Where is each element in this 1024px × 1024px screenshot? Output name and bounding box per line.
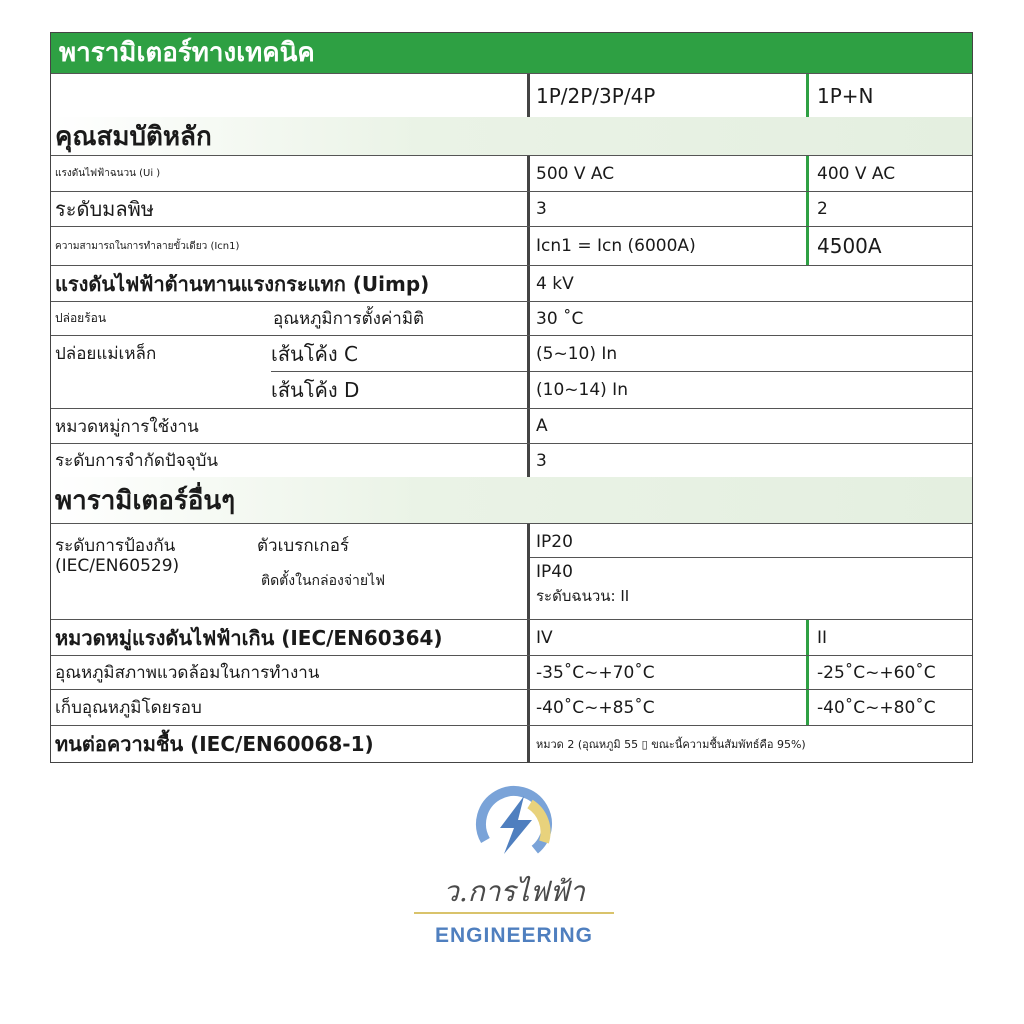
row-label-standard: (IEC/EN60529) xyxy=(55,556,180,576)
row-label: ระดับมลพิษ xyxy=(55,197,154,221)
header-col-2: 1P/2P/3P/4P xyxy=(527,74,655,117)
row-label: แรงดันไฟฟ้าฉนวน (Ui ) xyxy=(55,168,161,179)
brand-tagline: ENGINEERING xyxy=(434,924,594,947)
row-magnetic-curve-d xyxy=(51,371,972,408)
row-value-col2: -35˚C~+70˚C xyxy=(527,656,655,689)
row-value-col2: Icn1 = Icn (6000A) xyxy=(527,227,696,265)
row-value-col3: 2 xyxy=(806,192,828,226)
row-value-col2: หมวด 2 (อุณหภูมิ 55 ▯ ขณะนี้ความชื้นสัมพัทธ์คือ 95%) xyxy=(527,726,972,762)
row-label: อุณหภูมิสภาพแวดล้อมในการทำงาน xyxy=(55,663,320,683)
row-label: ทนต่อความชื้น (IEC/EN60068-1) xyxy=(55,732,374,756)
row-current-limiting xyxy=(51,443,972,477)
brand-divider xyxy=(414,912,614,914)
header-col-3: 1P+N xyxy=(806,74,874,117)
row-label: ปล่อยร้อน xyxy=(55,311,107,325)
row-value-col3: 4500A xyxy=(806,227,882,265)
row-label: หมวดหมู่การใช้งาน xyxy=(55,416,199,437)
row-label: ระดับการป้องกัน xyxy=(55,536,176,556)
row-sub-label: เส้นโค้ง C xyxy=(271,341,358,366)
row-thermal-release xyxy=(51,301,972,335)
row-value-col2: IV xyxy=(527,620,553,655)
row-value-col2: 500 V AC xyxy=(527,156,614,191)
row-sub-label-breaker: ตัวเบรกเกอร์ xyxy=(257,536,350,556)
row-value-col3: II xyxy=(806,620,827,655)
row-label: ความสามารถในการทำลายขั้วเดียว (Icn1) xyxy=(55,240,240,252)
row-value-col2: 3 xyxy=(527,444,547,477)
row-sub-label: เส้นโค้ง D xyxy=(271,377,360,402)
header-row xyxy=(51,73,972,117)
value-ip40: IP40 xyxy=(536,562,573,582)
row-value-col2: 3 xyxy=(527,192,547,226)
row-sub-label-box: ติดตั้งในกล่องจ่ายไฟ xyxy=(261,573,386,589)
spec-sheet xyxy=(50,32,973,763)
section-other-header xyxy=(51,477,972,523)
row-sub-label: อุณหภูมิการตั้งค่ามิติ xyxy=(273,309,425,329)
row-value-col3: -40˚C~+80˚C xyxy=(806,690,936,725)
row-value-col2: A xyxy=(527,409,548,443)
row-value-col2: 4 kV xyxy=(527,266,574,301)
row-label: เก็บอุณหภูมิโดยรอบ xyxy=(55,698,202,718)
row-value-col2: (5~10) In xyxy=(527,336,617,371)
row-protection-degree xyxy=(51,523,972,619)
row-label: ปล่อยแม่เหล็ก xyxy=(55,344,157,364)
row-value-col3: -25˚C~+60˚C xyxy=(806,656,936,689)
row-ambient-temperature xyxy=(51,655,972,689)
section-main-title: คุณสมบัติหลัก xyxy=(55,121,212,152)
row-overvoltage-category xyxy=(51,619,972,655)
row-pollution xyxy=(51,191,972,226)
value-insulation-class: ระดับฉนวน: II xyxy=(536,587,630,605)
section-main-header xyxy=(51,117,972,155)
row-value-col2: 30 ˚C xyxy=(527,302,583,335)
protection-values xyxy=(527,524,973,620)
row-humidity xyxy=(51,725,972,762)
row-magnetic-curve-c xyxy=(51,335,972,371)
row-label: ระดับการจำกัดปัจจุบัน xyxy=(55,451,219,471)
value-ip20: IP20 xyxy=(536,532,573,552)
brand-name: ว.การไฟฟ้า xyxy=(443,875,585,908)
row-breaking-capacity xyxy=(51,226,972,265)
row-storage-temperature xyxy=(51,689,972,725)
sheet-title: พารามิเตอร์ทางเทคนิค xyxy=(51,33,972,73)
row-label: หมวดหมู่แรงดันไฟฟ้าเกิน (IEC/EN60364) xyxy=(55,625,443,650)
row-value-col2: (10~14) In xyxy=(527,371,628,408)
section-other-title: พารามิเตอร์อื่นๆ xyxy=(55,485,236,516)
row-value-col2: -40˚C~+85˚C xyxy=(527,690,655,725)
row-impulse-voltage xyxy=(51,265,972,301)
row-label: แรงดันไฟฟ้าต้านทานแรงกระแทก (Uimp) xyxy=(55,271,430,296)
row-insulation-voltage xyxy=(51,155,972,191)
row-utilization-category xyxy=(51,408,972,443)
row-value-col3: 400 V AC xyxy=(806,156,895,191)
